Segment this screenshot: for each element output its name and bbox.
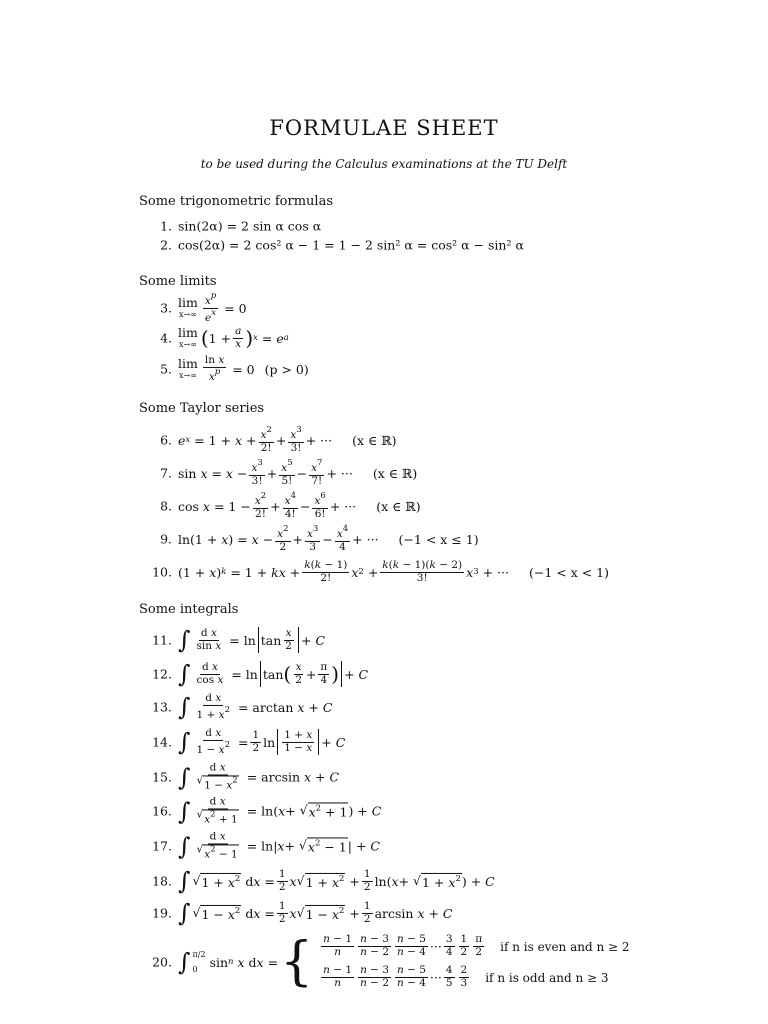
formula-row-12 bbox=[0, 657, 768, 691]
formula-9-condition: (−1 < x ≤ 1) bbox=[398, 531, 479, 547]
formula-row-5 bbox=[0, 352, 768, 386]
formula-10-condition: (−1 < x < 1) bbox=[528, 564, 609, 580]
formula-8: cos x = 1 − $\frac{x^2}{2!}$ + $\frac{x^4}{4!}$ − $\frac{x^6}{6!}$ + ··· (x ∈ ℝ) bbox=[178, 490, 421, 520]
formula-18: ∫ √ $1 + x^2$ d x = $\frac{1}{2}$ x √ $1 + x^2$ + $\frac{1}{2}$ ln( x + √ $1 + x^2$ ) + C bbox=[178, 867, 495, 895]
formula-row-19 bbox=[0, 896, 768, 930]
section-heading-limits: Some limits bbox=[139, 274, 217, 289]
formula-row-6 bbox=[0, 423, 768, 457]
formula-number: 19. bbox=[152, 905, 172, 921]
formula-5-condition: (p > 0) bbox=[264, 361, 309, 377]
formula-13: ∫ $\frac{\text{d x}}{1 + x^2}$ = arctan x + C bbox=[178, 691, 333, 721]
formula-6: e x = 1 + x + $\frac{x^2}{2!}$ + $\frac{x^3}{3!}$ + ··· (x ∈ ℝ) bbox=[178, 424, 397, 454]
section-heading-taylor: Some Taylor series bbox=[139, 401, 265, 416]
formula-number: 15. bbox=[152, 769, 172, 785]
formula-10: (1 + x ) k = 1 + kx + $\frac{k(k - 1)}{2!}$ x 2 + $\frac{k(k - 1)(k - 2)}{3!}$ x 3 + ··· (−1 < x < 1) bbox=[178, 558, 609, 584]
formula-8-condition: (x ∈ ℝ) bbox=[376, 498, 421, 514]
formula-row-8 bbox=[0, 489, 768, 523]
formula-row-2 bbox=[0, 228, 768, 262]
formula-number: 5. bbox=[160, 361, 172, 377]
formula-number: 9. bbox=[160, 531, 172, 547]
formula-2: cos(2α) = 2 cos² α − 1 = 1 − 2 sin² α = cos² α − sin² α bbox=[178, 237, 524, 253]
formula-7: sin x = x − $\frac{x^3}{3!}$ + $\frac{x^5}{5!}$ − $\frac{x^7}{7!}$ + ··· (x ∈ ℝ) bbox=[178, 457, 418, 487]
formula-number: 4. bbox=[160, 330, 172, 346]
formula-number: 13. bbox=[152, 699, 172, 715]
formula-16: ∫ d x √ $x^2 + 1$ = ln( x + √ $x^2 + 1$ ) + C bbox=[178, 795, 382, 825]
page-subtitle: to be used during the Calculus examinations at the TU Delft bbox=[200, 157, 568, 171]
formula-20-condition-even: if n is even and n ≥ 2 bbox=[500, 939, 630, 954]
formula-number: 2. bbox=[160, 237, 172, 253]
formula-row-7 bbox=[0, 456, 768, 490]
formula-20: ∫ π/2 0 sin n x d x = { $\frac{n - 1}{n}$ $\frac{n - 3}{n - 2}$ $\frac{n - 5}{n - 4}$ ··· $\frac{3}{4}$ $\frac{1}{2}$ $\frac{\pi}{2}$ if n is even and n ≥ 2 $\frac{n - 1}{n}$ $\frac{n - 3}{n - 2}$ $\frac{n - 5}{n - 4}$ ··· $\frac{4}{5}$ $\frac{2}{3}$ if n is odd and n ≥ 3 bbox=[178, 932, 630, 992]
formula-row-4 bbox=[0, 321, 768, 355]
formula-3: lim x→∞ $\frac{x^p}{e^x}$ = 0 bbox=[178, 290, 247, 324]
formula-row-16 bbox=[0, 794, 768, 828]
formula-number: 16. bbox=[152, 803, 172, 819]
formula-row-18 bbox=[0, 864, 768, 898]
formula-number: 17. bbox=[152, 838, 172, 854]
formula-row-20 bbox=[0, 930, 768, 994]
section-heading-integrals: Some integrals bbox=[139, 602, 239, 617]
formula-17: ∫ d x √ $x^2 - 1$ = ln| x + √ $x^2 - 1$ | + C bbox=[178, 830, 380, 860]
formula-number: 6. bbox=[160, 432, 172, 448]
formula-9: ln(1 + x ) = x − $\frac{x^2}{2}$ + $\frac{x^3}{3}$ − $\frac{x^4}{4}$ + ··· (−1 < x ≤ 1) bbox=[178, 523, 479, 553]
formula-row-15 bbox=[0, 760, 768, 794]
formula-number: 7. bbox=[160, 465, 172, 481]
formula-20-condition-odd: if n is odd and n ≥ 3 bbox=[485, 970, 609, 985]
formula-row-14 bbox=[0, 725, 768, 759]
formula-number: 12. bbox=[152, 666, 172, 682]
formula-19: ∫ √ $1 - x^2$ d x = $\frac{1}{2}$ x √ $1 - x^2$ + $\frac{1}{2}$ arcsin x + C bbox=[178, 899, 453, 927]
formula-14: ∫ $\frac{\text{d x}}{1 - x^2}$ = $\frac{1}{2}$ ln $\frac{1 + x}{1 - x}$ + C bbox=[178, 726, 346, 756]
formula-row-10 bbox=[0, 555, 768, 589]
formula-row-9 bbox=[0, 522, 768, 556]
formula-number: 14. bbox=[152, 734, 172, 750]
formula-number: 11. bbox=[152, 632, 172, 648]
formula-number: 1. bbox=[160, 218, 172, 234]
formula-row-13 bbox=[0, 690, 768, 724]
formula-number: 20. bbox=[152, 954, 172, 970]
formula-11: ∫ $\frac{\text{d x}}{\text{sin x}}$ = ln tan $\frac{x}{2}$ + C bbox=[178, 626, 326, 654]
section-heading-trig: Some trigonometric formulas bbox=[139, 194, 333, 209]
formula-5: lim x→∞ $\frac{\text{ln x}}{x^p}$ = 0 (p > 0) bbox=[178, 353, 309, 383]
formula-1: sin(2α) = 2 sin α cos α bbox=[178, 218, 322, 234]
formula-15: ∫ d x √ $1 - x^2$ = arcsin x + C bbox=[178, 761, 340, 791]
formula-number: 10. bbox=[152, 564, 172, 580]
formula-row-3 bbox=[0, 291, 768, 325]
formula-4: lim x→∞ ( 1 + $\frac{a}{x}$ ) x = e a bbox=[178, 324, 289, 350]
formula-12: ∫ $\frac{\text{d x}}{\text{cos x}}$ = ln tan ( $\frac{x}{2}$ + $\frac{\pi}{4}$ ) + C bbox=[178, 660, 369, 688]
formula-row-17 bbox=[0, 829, 768, 863]
formula-7-condition: (x ∈ ℝ) bbox=[372, 465, 418, 481]
page-title: FORMULAE SHEET bbox=[269, 116, 499, 140]
formula-row-11 bbox=[0, 623, 768, 657]
formula-6-condition: (x ∈ ℝ) bbox=[352, 432, 397, 448]
formula-number: 8. bbox=[160, 498, 172, 514]
formula-number: 18. bbox=[152, 873, 172, 889]
formula-number: 3. bbox=[160, 300, 172, 316]
